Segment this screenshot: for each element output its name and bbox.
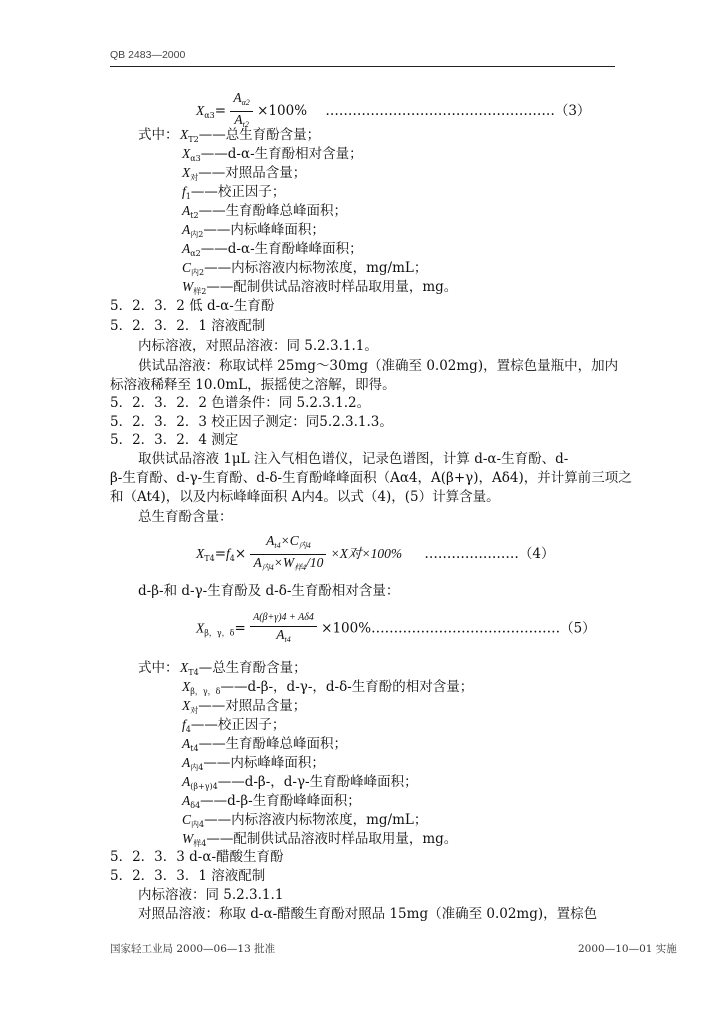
legend-subscript: t4 — [190, 744, 199, 753]
legend-text: ——内标峰峰面积； — [203, 222, 325, 238]
legend-subscript: 对 — [190, 706, 199, 715]
section-5-2-3-3: 5．2．3．3 d-α-醋酸生育酚 — [110, 849, 284, 865]
legend-symbol: A — [182, 203, 191, 218]
legend-symbol: X — [182, 679, 191, 694]
legend-symbol: f — [182, 717, 186, 732]
footer-approval: 国家轻工业局 2000—06—13 批准 — [110, 943, 276, 955]
legend-subscript: 样2 — [193, 287, 207, 296]
header-rule — [110, 66, 615, 67]
legend-symbol: f — [182, 184, 186, 199]
legend-text: ——d-β-，d-γ-生育酚峰峰面积； — [217, 774, 418, 790]
legend-symbol: X — [182, 146, 191, 161]
legend-text: ——对照品含量； — [198, 698, 307, 714]
legend-subscript: t2 — [190, 211, 199, 220]
legend-symbol: A — [182, 793, 191, 808]
legend-subscript: 内4 — [191, 820, 205, 829]
section-5-2-3-2-2: 5．2．3．2．2 色谱条件：同 5.2.3.1.2。 — [110, 395, 371, 411]
legend-text: ——生育酚峰总峰面积； — [198, 203, 348, 219]
para-relative: d-β-和 d-γ-生育酚及 d-δ-生育酚相对含量： — [138, 583, 400, 599]
legend-text: ——d-α-生育酚峰峰面积； — [200, 241, 363, 257]
legend-text: ——对照品含量； — [198, 165, 307, 181]
legend-subscript: T4 — [188, 668, 199, 677]
legend-text: ——校正因子； — [190, 184, 286, 200]
legend-symbol: A — [182, 222, 191, 237]
para-reference: 对照品溶液：称取 d-α-醋酸生育酚对照品 15mg（准确至 0.02mg)，置棕色 — [138, 906, 598, 922]
legend-text: ——总生育酚含量； — [198, 127, 321, 143]
para-measure-1: 取供试品溶液 1μL 注入气相色谱仪，记录色谱图，计算 d-α-生育酚、d- — [138, 451, 569, 467]
legend-text: ——d-β-生育酚峰峰面积； — [200, 793, 361, 809]
para-total: 总生育酚含量： — [138, 509, 233, 525]
footer-implementation: 2000—10—01 实施 — [578, 943, 677, 955]
section-5-2-3-2-1: 5．2．3．2．1 溶液配制 — [110, 318, 266, 334]
legend-text: ——内标峰峰面积； — [203, 755, 325, 771]
legend-symbol: C — [182, 260, 192, 275]
legend-symbol: W — [182, 279, 194, 294]
legend-subscript: 内2 — [191, 268, 205, 277]
para-sample-1: 供试品溶液：称取试样 25mg～30mg（准确至 0.02mg)，置棕色量瓶中，加内 — [138, 358, 619, 374]
legend-subscript: 样4 — [193, 839, 207, 848]
legend-text: ——d-α-生育酚相对含量； — [200, 146, 363, 162]
legend-subscript: δ4 — [190, 801, 201, 810]
legend-subscript: α2 — [190, 249, 201, 258]
para-internal: 内标溶液，对照品溶液：同 5.2.3.1.1。 — [138, 338, 378, 354]
legend-text: ——内标溶液内标物浓度，mg/mL； — [204, 260, 428, 276]
para-internal-2: 内标溶液：同 5.2.3.1.1 — [138, 887, 284, 903]
legend-subscript: 内4 — [190, 763, 204, 772]
legend-symbol: X — [180, 660, 189, 675]
equation-3: $X_{\alpha 3}=$ $\frac{A_{\alpha 2}}{A_{t2}}$ ×100% ……………………………………………（3） — [196, 90, 591, 129]
legend-subscript: 内2 — [190, 230, 204, 239]
legend-subscript: β，γ，δ — [190, 687, 221, 696]
legend-text: ——d-β-，d-γ-，d-δ-生育酚的相对含量； — [220, 679, 474, 695]
legend-text: ——配制供试品溶液时样品取用量，mg。 — [206, 831, 458, 847]
legend-symbol: A — [182, 774, 191, 789]
legend-subscript: α3 — [190, 154, 201, 163]
section-5-2-3-3-1: 5．2．3．3．1 溶液配制 — [110, 868, 266, 884]
legend-subscript: 对 — [190, 173, 199, 182]
equation-5: $X_{\beta,\gamma,\delta}=$ $\frac{A(\beta+\gamma)4 + A\delta 4}{A_{t4}}$ ×100%……………………………………（5） — [196, 612, 596, 644]
legend-subscript: 4 — [185, 725, 191, 734]
legend-symbol: A — [182, 241, 191, 256]
legend-subscript: T2 — [188, 135, 199, 144]
equation-4: $X_{T4}=f_4\times$ $\frac{A_{t4}\times C_{内4}}{A_{内4}\times W_{样4}/10}$ ×X对×100% …………………（4） — [196, 533, 555, 572]
para-measure-2: β-生育酚、d-γ-生育酚、d-δ-生育酚峰峰面积（Aα4，A(β+γ)，Aδ4)，并计算前三项之 — [110, 470, 632, 486]
section-5-2-3-2-3: 5．2．3．2．3 校正因子测定：同5.2.3.1.3。 — [110, 414, 393, 430]
legend-text: ——内标溶液内标物浓度，mg/mL； — [204, 812, 428, 828]
legend-symbol: X — [180, 127, 189, 142]
legend-text: ——校正因子； — [190, 717, 286, 733]
legend-subscript: 1 — [185, 192, 191, 201]
section-5-2-3-2-4: 5．2．3．2．4 测定 — [110, 432, 239, 448]
legend-text: ——生育酚峰总峰面积； — [198, 736, 348, 752]
legend5-head: 式中： — [138, 660, 179, 676]
legend3-head: 式中： — [138, 127, 179, 143]
section-5-2-3-2: 5．2．3．2 低 d-α-生育酚 — [110, 298, 275, 314]
legend-symbol: X — [182, 698, 191, 713]
legend-text: ——配制供试品溶液时样品取用量，mg。 — [206, 279, 458, 295]
para-measure-3: 和（At4)，以及内标峰峰面积 A内4。以式（4)，(5）计算含量。 — [110, 489, 500, 505]
legend-text: —总生育酚含量； — [198, 660, 307, 676]
legend-symbol: C — [182, 812, 192, 827]
standard-id: QB 2483—2000 — [110, 49, 186, 61]
legend-symbol: A — [182, 736, 191, 751]
legend-symbol: A — [182, 755, 191, 770]
legend-symbol: W — [182, 831, 194, 846]
legend-symbol: X — [182, 165, 191, 180]
legend-subscript: (β+γ)4 — [190, 782, 218, 791]
para-sample-2: 标溶液稀释至 10.0mL，振摇使之溶解，即得。 — [110, 377, 396, 393]
